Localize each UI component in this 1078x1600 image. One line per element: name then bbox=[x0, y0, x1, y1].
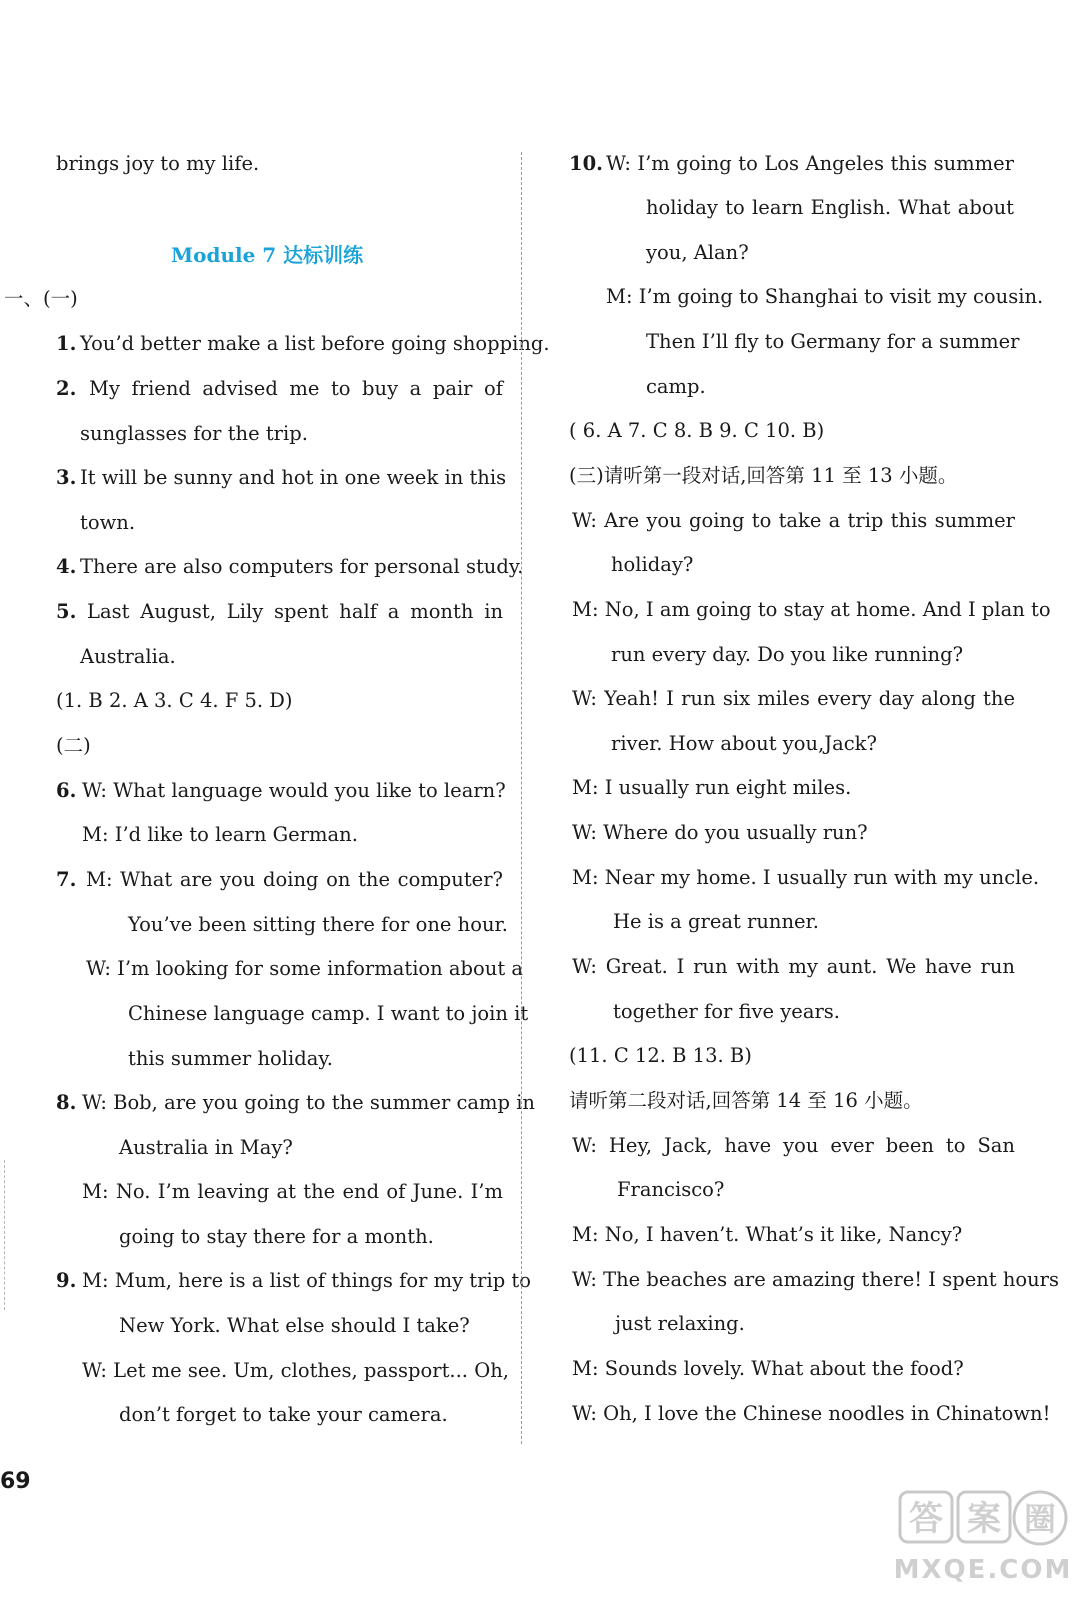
column-divider bbox=[521, 152, 522, 1444]
dialogue-line: You’ve been sitting there for one hour. bbox=[128, 913, 508, 936]
dialogue-line: holiday? bbox=[611, 553, 694, 576]
module-heading: Module 7 达标训练 bbox=[171, 243, 364, 267]
dialogue-line: Australia in May? bbox=[119, 1136, 293, 1159]
dialogue-line: this summer holiday. bbox=[128, 1047, 333, 1070]
dialogue-line: Then I’ll fly to Germany for a summer bbox=[646, 330, 1020, 353]
dialogue-line: W: I’m looking for some information about a bbox=[86, 957, 523, 980]
item-number: 7. bbox=[56, 868, 77, 891]
watermark-logo bbox=[894, 1486, 1072, 1592]
section-3-label: (三)请听第一段对话,回答第 11 至 13 小题。 bbox=[569, 464, 958, 487]
item-text: It will be sunny and hot in one week in this bbox=[80, 466, 507, 489]
page-number: 69 bbox=[0, 1469, 31, 1494]
dialogue-line: you, Alan? bbox=[646, 241, 749, 264]
item-text: My friend advised me to buy a pair of bbox=[89, 377, 503, 400]
dialogue-line: camp. bbox=[646, 375, 706, 398]
dialogue-line: don’t forget to take your camera. bbox=[119, 1403, 448, 1426]
dialogue-line: M: Mum, here is a list of things for my trip to bbox=[82, 1269, 531, 1292]
answer-key-1: (1. B 2. A 3. C 4. F 5. D) bbox=[56, 689, 293, 712]
item-number: 10. bbox=[569, 152, 603, 175]
binding-edge-mark bbox=[4, 1160, 5, 1310]
section-1-label: 一、(一) bbox=[4, 287, 78, 310]
answer-key-2: ( 6. A 7. C 8. B 9. C 10. B) bbox=[569, 419, 825, 442]
item-text: You’d better make a list before going shopping. bbox=[80, 332, 550, 355]
item-number: 1. bbox=[56, 332, 77, 355]
dialogue-line: W: The beaches are amazing there! I spent hours bbox=[572, 1268, 1060, 1291]
item-number: 3. bbox=[56, 466, 77, 489]
dialogue-line: W: Are you going to take a trip this summer bbox=[572, 509, 1015, 532]
dialogue-line: W: Great. I run with my aunt. We have run bbox=[572, 955, 1015, 978]
item-number: 6. bbox=[56, 779, 77, 802]
dialogue-line: M: I’d like to learn German. bbox=[82, 823, 358, 846]
item-text: There are also computers for personal study. bbox=[80, 555, 524, 578]
carry-over-line: brings joy to my life. bbox=[56, 152, 260, 175]
item-text: Australia. bbox=[80, 645, 176, 668]
svg-text:圈: 圈 bbox=[1023, 1500, 1057, 1538]
section-2-label: (二) bbox=[56, 734, 91, 757]
dialogue-line: M: No, I haven’t. What’s it like, Nancy? bbox=[572, 1223, 963, 1246]
svg-text:MXQE.COM: MXQE.COM bbox=[894, 1555, 1072, 1585]
item-number: 2. bbox=[56, 377, 77, 400]
dialogue-line: M: No, I am going to stay at home. And I plan to bbox=[572, 598, 1051, 621]
dialogue-line: run every day. Do you like running? bbox=[611, 643, 964, 666]
dialogue-line: just relaxing. bbox=[615, 1312, 745, 1335]
item-number: 8. bbox=[56, 1091, 77, 1114]
dialogue-line: W: Oh, I love the Chinese noodles in Chinatown! bbox=[572, 1402, 1051, 1425]
dialogue-line: New York. What else should I take? bbox=[119, 1314, 470, 1337]
dialogue-line: W: Let me see. Um, clothes, passport... Oh, bbox=[82, 1359, 509, 1382]
answer-key-3: (11. C 12. B 13. B) bbox=[569, 1044, 752, 1067]
dialogue-line: W: Yeah! I run six miles every day along the bbox=[572, 687, 1015, 710]
dialogue-line: M: I’m going to Shanghai to visit my cousin. bbox=[606, 285, 1044, 308]
item-text: sunglasses for the trip. bbox=[80, 422, 308, 445]
svg-text:案: 案 bbox=[967, 1499, 1001, 1539]
dialogue-line: M: What are you doing on the computer? bbox=[86, 868, 503, 891]
dialogue-line: W: Hey, Jack, have you ever been to San bbox=[572, 1134, 1015, 1157]
dialogue-line: river. How about you,Jack? bbox=[611, 732, 877, 755]
dialogue-line: Chinese language camp. I want to join it bbox=[128, 1002, 529, 1025]
dialogue-line: W: Where do you usually run? bbox=[572, 821, 868, 844]
item-number: 4. bbox=[56, 555, 77, 578]
svg-text:答: 答 bbox=[909, 1499, 943, 1539]
dialogue-line: He is a great runner. bbox=[613, 910, 819, 933]
dialogue-line: W: What language would you like to learn? bbox=[82, 779, 506, 802]
dialogue-line: going to stay there for a month. bbox=[119, 1225, 434, 1248]
dialogue-line: Francisco? bbox=[617, 1178, 725, 1201]
item-text: town. bbox=[80, 511, 136, 534]
dialogue-line: together for five years. bbox=[613, 1000, 841, 1023]
dialogue-line: M: No. I’m leaving at the end of June. I’m bbox=[82, 1180, 503, 1203]
dialogue-line: W: Bob, are you going to the summer camp in bbox=[82, 1091, 535, 1114]
dialogue-line: M: Sounds lovely. What about the food? bbox=[572, 1357, 964, 1380]
item-text: Last August, Lily spent half a month in bbox=[87, 600, 503, 623]
item-number: 5. bbox=[56, 600, 77, 623]
dialogue-line: W: I’m going to Los Angeles this summer bbox=[606, 152, 1014, 175]
dialogue-line: M: Near my home. I usually run with my uncle. bbox=[572, 866, 1040, 889]
item-number: 9. bbox=[56, 1269, 77, 1292]
dialogue-line: M: I usually run eight miles. bbox=[572, 776, 852, 799]
section-4-label: 请听第二段对话,回答第 14 至 16 小题。 bbox=[569, 1089, 923, 1112]
dialogue-line: holiday to learn English. What about bbox=[646, 196, 1014, 219]
